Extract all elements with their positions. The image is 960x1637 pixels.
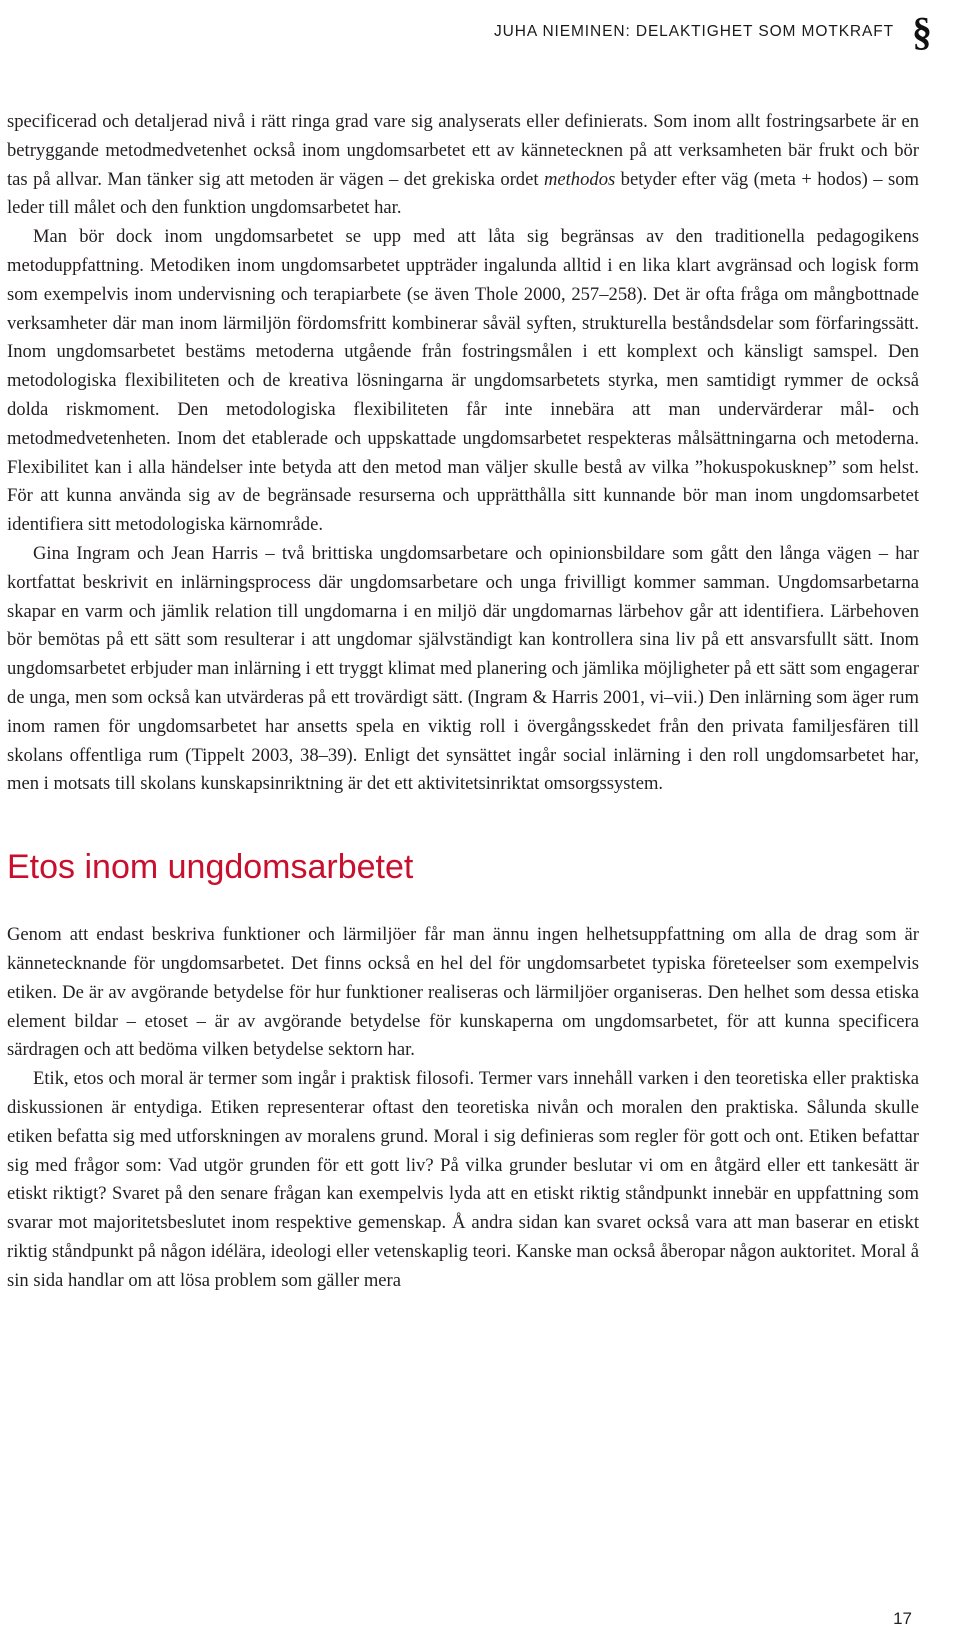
running-title: JUHA NIEMINEN: DELAKTIGHET SOM MOTKRAFT — [494, 23, 894, 40]
page-number: 17 — [893, 1609, 912, 1628]
page-body — [7, 108, 919, 1295]
running-header — [494, 9, 932, 54]
paragraph: Man bör dock inom ungdomsarbetet se upp med att låta sig begränsas av den traditionella pedagogikens metoduppfattning. Metodiken inom ungdomsarbetet uppträder ingalunda alltid i en lika klart avgränsad och logisk form som exempelvis inom undervisning och terapiarbete (se även Thole 2000, 257–258). Det är ofta fråga om mångbottnade verksamheter där man inom lärmiljön fördomsfritt kombinerar såväl syften, strukturella beståndsdelar som förfaringssätt. Inom ungdomsarbetet bestäms metoderna utgående från fostringsmålen i ett komplext och känsligt samspel. Den metodologiska flexibiliteten och de kreativa lösningarna är ungdomsarbetets styrka, men samtidigt rymmer de också dolda riskmoment. Den metodologiska flexibiliteten får inte innebära att man undervärderar mål- och metodmedvetenheten. Inom det etablerade och uppskattade ungdomsarbetet respekteras målsättningarna och metoderna. Flexibilitet kan i alla händelser inte betyda att den metod man väljer skulle bestå av vilka ”hokuspokusknep” som helst. För att kunna använda sig av de begränsade resurserna och upprätthålla sitt kunnande bör man inom ungdomsarbetet identifiera sitt metodologiska kärnområde. — [7, 226, 919, 536]
paragraph: Genom att endast beskriva funktioner och lärmiljöer får man ännu ingen helhetsuppfattning om alla de drag som är kännetecknande för ungdomsarbetet. Det finns också en hel del för ungdomsarbetet typiska företeelser som exempelvis etiken. De är av avgörande betydelse för hur funktioner realiseras och lärmiljöer organiseras. Den helhet som dessa etiska element bildar – etoset – är av avgörande betydelse för kunskaperna om ungdomsarbetet, för att kunna specificera särdragen och att bedöma vilken betydelse sektorn har. — [7, 924, 919, 1061]
emphasized-term: methodos — [543, 168, 616, 190]
paragraph: Gina Ingram och Jean Harris – två brittiska ungdomsarbetare och opinionsbildare som gått den långa vägen – har kortfattat beskrivit en inlärningsprocess där ungdomsarbetare och unga frivilligt kommer samman. Ungdomsarbetarna skapar en varm och jämlik relation till ungdomarna i en miljö där ungdomarnas lärbehov går att identifiera. Lärbehoven bör bemötas på ett sätt som resulterar i att ungdomar självständigt kan kontrollera sina liv på ett ansvarsfullt sätt. Inom ungdomsarbetet erbjuder man inlärning i ett tryggt klimat med planering och jämlika möjligheter på ett sätt som engagerar de unga, men som också kan utvärderas på ett trovärdigt sätt. (Ingram & Harris 2001, vi–vii.) Den inlärning som äger rum inom ramen för ungdomsarbetet har ansetts spela en viktig roll i övergångsskedet från den privata familjesfären till skolans offentliga rum (Tippelt 2003, 38–39). Enligt det synsättet ingår social inlärning i den roll ungdomsarbetet har, men i motsats till skolans kunskapsinriktning är det ett aktivitetsinriktat omsorgssystem. — [7, 542, 919, 795]
paragraph: specificerad och detaljerad nivå i rätt ringa grad vare sig analyserats eller definierats. Som inom allt fostringsarbete är en betryggande metodmedvetenhet också inom ungdomsarbetet ett av kännetecknen på att verksamheten bär frukt och bör tas på allvar. Man tänker sig att metoden är vägen – det grekiska ordet methodos betyder efter väg (meta + hodos) – som leder till målet och den funktion ungdomsarbetet har. — [7, 111, 919, 219]
paragraph: Etik, etos och moral är termer som ingår i praktisk filosofi. Termer vars innehåll varken i den teoretiska eller praktiska diskussionen är entydiga. Etiken representerar oftast den teoretiska nivån och moralen den praktiska. Sålunda skulle etiken befatta sig med utforskningen av moralens grund. Moral i sig definieras som regler för gott och ont. Etiken befattar sig med frågor som: Vad utgör grunden för ett gott liv? På vilka grunder beslutar vi om en åtgärd eller ett tankesätt är etiskt riktigt? Svaret på den senare frågan kan exempelvis lyda att en etiskt riktig ståndpunkt innebär en uppfattning som svarar mot majoritetsbeslutet inom respektive gemenskap. Å andra sidan kan svaret också vara att man baserar en etiskt riktig ståndpunkt på någon idélära, ideologi eller vetenskaplig teori. Kanske man också åberopar någon auktoritet. Moral å sin sida handlar om att lösa problem som gäller mera — [7, 1068, 919, 1291]
section-heading: Etos inom ungdomsarbetet — [7, 848, 414, 887]
section-logo-icon: § — [912, 9, 932, 54]
